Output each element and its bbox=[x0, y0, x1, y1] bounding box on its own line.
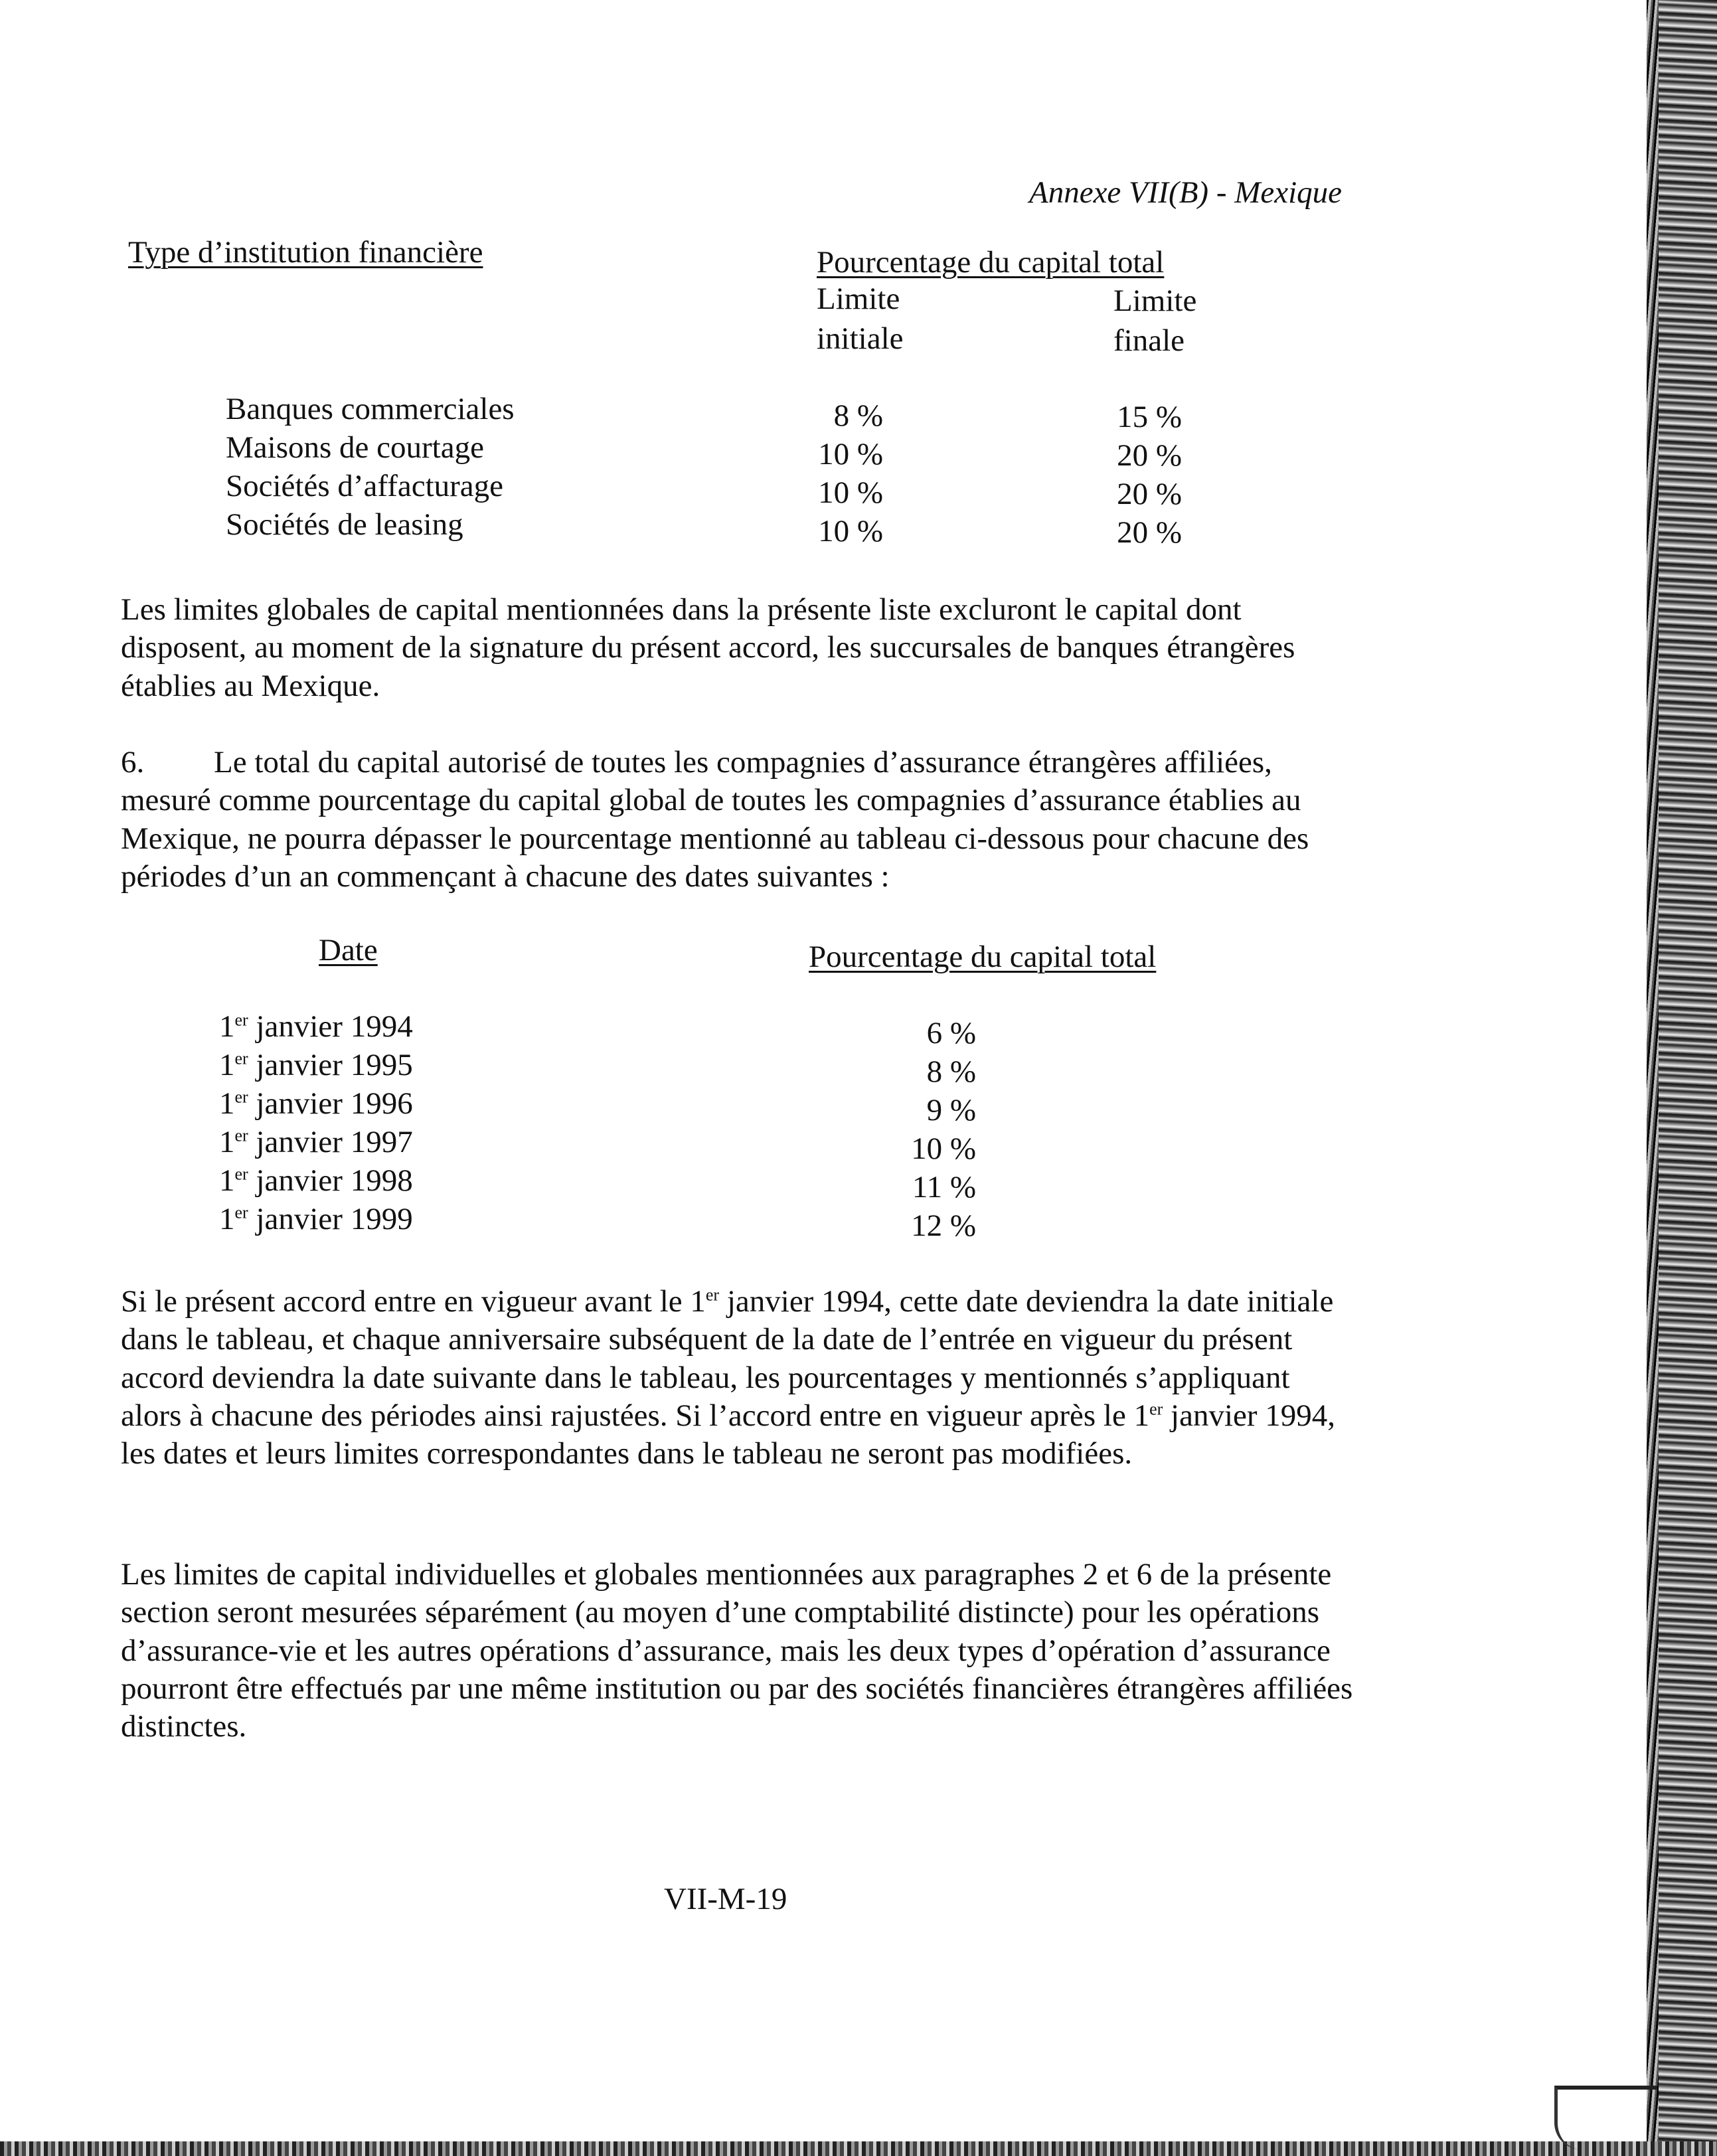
table1-type: Sociétés d’affacturage bbox=[226, 469, 503, 503]
table1-sub-initial-1: Limite bbox=[817, 282, 900, 316]
table1-final: 20 % bbox=[1117, 438, 1182, 473]
table1-initial: 10 % bbox=[818, 514, 883, 548]
table2-col-date: Date bbox=[319, 933, 378, 967]
table2-date: 1er janvier 1995 bbox=[219, 1048, 413, 1082]
table1-col-type: Type d’institution financière bbox=[128, 235, 483, 270]
table2-date: 1er janvier 1996 bbox=[219, 1086, 413, 1121]
table2-pct: 10 % bbox=[911, 1131, 976, 1166]
annex-header: Annexe VII(B) - Mexique bbox=[1029, 175, 1343, 210]
table2-col-pct: Pourcentage du capital total bbox=[809, 940, 1157, 974]
table2-pct: 12 % bbox=[911, 1208, 976, 1243]
table1-initial: 8 % bbox=[833, 398, 883, 433]
paragraph-6-text: Le total du capital autorisé de toutes les compagnies d’assurance étrangères affiliées, mesuré comme pourcentage du capital global de toutes les compagnies d’assurance établies au Mexique, ne pourra dépasser le pourcentage mentionné au tableau ci-dessous pour chacune des périodes d’un an commençant à chacune des dates suivantes : bbox=[121, 745, 1309, 894]
scan-page-edge bbox=[1647, 0, 1717, 2156]
table1-type: Banques commerciales bbox=[226, 392, 515, 426]
table1-initial: 10 % bbox=[818, 475, 883, 510]
table1-sub-final-2: finale bbox=[1113, 323, 1185, 358]
paragraph-number: 6. bbox=[121, 745, 145, 780]
page-corner-fold bbox=[1554, 2086, 1657, 2149]
table2-pct: 6 % bbox=[926, 1016, 976, 1050]
paragraph-global-limits: Les limites globales de capital mentionnées dans la présente liste excluront le capital dont disposent, au moment de la signature du présent accord, les succursales de banques étrangères établies au Mexique. bbox=[121, 592, 1295, 703]
table1-final: 20 % bbox=[1117, 515, 1182, 550]
paragraph-6 bbox=[121, 744, 1356, 896]
table2-pct: 9 % bbox=[926, 1093, 976, 1127]
page-number: VII-M-19 bbox=[664, 1882, 787, 1916]
table2-date: 1er janvier 1999 bbox=[219, 1202, 413, 1236]
table1-initial: 10 % bbox=[818, 437, 883, 471]
table2-date: 1er janvier 1998 bbox=[219, 1163, 413, 1198]
table1-col-pct: Pourcentage du capital total bbox=[817, 245, 1165, 280]
table2-pct: 11 % bbox=[912, 1170, 976, 1204]
table1-final: 20 % bbox=[1117, 477, 1182, 511]
table1-type: Sociétés de leasing bbox=[226, 507, 463, 542]
table2-pct: 8 % bbox=[926, 1054, 976, 1089]
paragraph-entry-into-force: Si le présent accord entre en vigueur avant le 1er janvier 1994, cette date deviendra la date initiale dans le tableau, et chaque anniversaire subséquent de la date de l’entrée en vigueur du présent accord deviendra la date suivante dans le tableau, les pourcentages y mentionnés s’appliquant alors à chacune des périodes ainsi rajustées. Si l’accord entre en vigueur après le 1er janvier 1994, les dates et leurs limites correspondantes dans le tableau ne seront pas modifiées. bbox=[121, 1284, 1336, 1471]
table1-final: 15 % bbox=[1117, 400, 1182, 434]
table1-type: Maisons de courtage bbox=[226, 430, 484, 465]
table2-date: 1er janvier 1997 bbox=[219, 1125, 413, 1159]
table1-sub-final-1: Limite bbox=[1113, 284, 1197, 318]
table1-sub-initial-2: initiale bbox=[817, 321, 904, 356]
table2-date: 1er janvier 1994 bbox=[219, 1009, 413, 1044]
paragraph-individual-limits: Les limites de capital individuelles et globales mentionnées aux paragraphes 2 et 6 de la présente section seront mesurées séparément (au moyen d’une comptabilité distincte) pour les opérations d’assurance-vie et les autres opérations d’assurance, mais les deux types d’opération d’assurance pourront être effectués par une même institution ou par des sociétés financières étrangères affiliées distinctes. bbox=[121, 1557, 1353, 1744]
scan-bottom-edge bbox=[0, 2141, 1717, 2156]
